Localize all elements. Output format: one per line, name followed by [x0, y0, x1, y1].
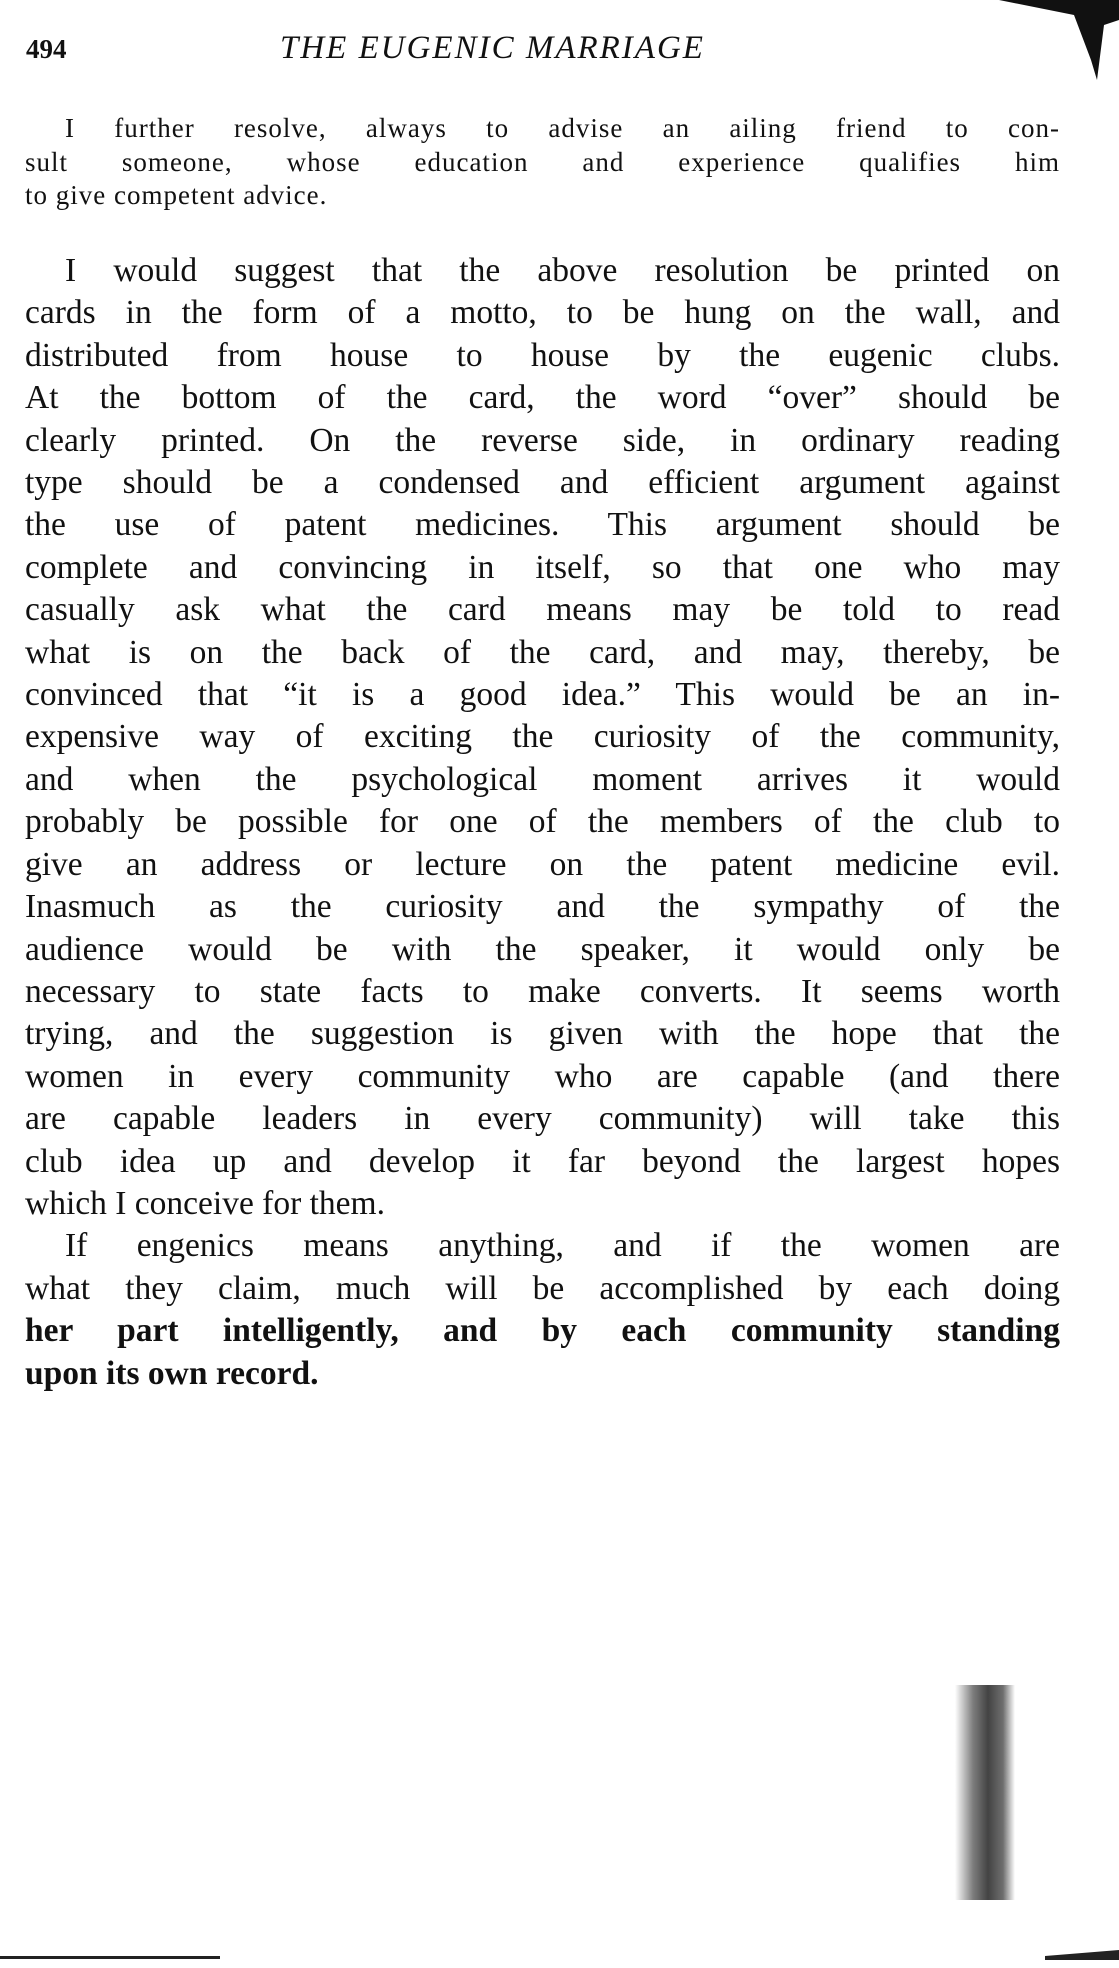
- text-line: what they claim, much will be accomplished by each doing: [25, 1269, 1060, 1307]
- text-line: to give competent advice.: [25, 180, 328, 210]
- text-line: Inasmuch as the curiosity and the sympathy of the: [25, 888, 1060, 926]
- text-line: distributed from house to house by the eugenic clubs.: [25, 336, 1060, 374]
- text-line: I would suggest that the above resolution be printed on: [65, 252, 1060, 289]
- text-line: cards in the form of a motto, to be hung on the wall, and: [25, 294, 1060, 332]
- bottom-rule: [0, 1956, 220, 1959]
- text-line: the use of patent medicines. This argument should be: [25, 506, 1060, 544]
- bottom-rule-right: [1045, 1950, 1119, 1960]
- body-text: [25, 250, 1060, 1395]
- text-line: complete and convincing in itself, so that one who may: [25, 548, 1060, 586]
- text-line: type should be a condensed and efficient argument against: [25, 464, 1060, 502]
- running-title: THE EUGENIC MARRIAGE: [280, 30, 705, 66]
- text-line: probably be possible for one of the members of the club to: [25, 803, 1060, 841]
- text-line: give an address or lecture on the patent medicine evil.: [25, 845, 1060, 883]
- text-line: are capable leaders in every community) will take this: [25, 1100, 1060, 1138]
- page-number: 494: [26, 34, 67, 64]
- text-line: club idea up and develop it far beyond the largest hopes: [25, 1142, 1060, 1180]
- text-line: audience would be with the speaker, it would only be: [25, 930, 1060, 968]
- text-line: sult someone, whose education and experience qualifies him: [25, 146, 1060, 177]
- text-line: I further resolve, always to advise an ailing friend to con-: [65, 113, 1060, 143]
- text-line: upon its own record.: [25, 1354, 319, 1392]
- text-line: clearly printed. On the reverse side, in ordinary reading: [25, 421, 1060, 459]
- text-line: At the bottom of the card, the word “over” should be: [25, 379, 1060, 417]
- text-line: her part intelligently, and by each community standing: [25, 1312, 1060, 1350]
- text-line: casually ask what the card means may be told to read: [25, 591, 1060, 629]
- text-line: which I conceive for them.: [25, 1184, 385, 1222]
- text-line: convinced that “it is a good idea.” This would be an in-: [25, 676, 1060, 714]
- text-line: what is on the back of the card, and may, thereby, be: [25, 633, 1060, 671]
- text-line: necessary to state facts to make converts. It seems worth: [25, 972, 1060, 1010]
- text-line: and when the psychological moment arrives it would: [25, 760, 1060, 798]
- text-line: If engenics means anything, and if the women are: [65, 1227, 1060, 1265]
- text-line: women in every community who are capable (and there: [25, 1057, 1060, 1095]
- page-corner-shadow: [999, 0, 1119, 100]
- scan-smudge: [955, 1685, 1015, 1900]
- resolution-paragraph: [25, 112, 1060, 213]
- text-line: expensive way of exciting the curiosity of the community,: [25, 718, 1060, 756]
- text-line: trying, and the suggestion is given with the hope that the: [25, 1015, 1060, 1053]
